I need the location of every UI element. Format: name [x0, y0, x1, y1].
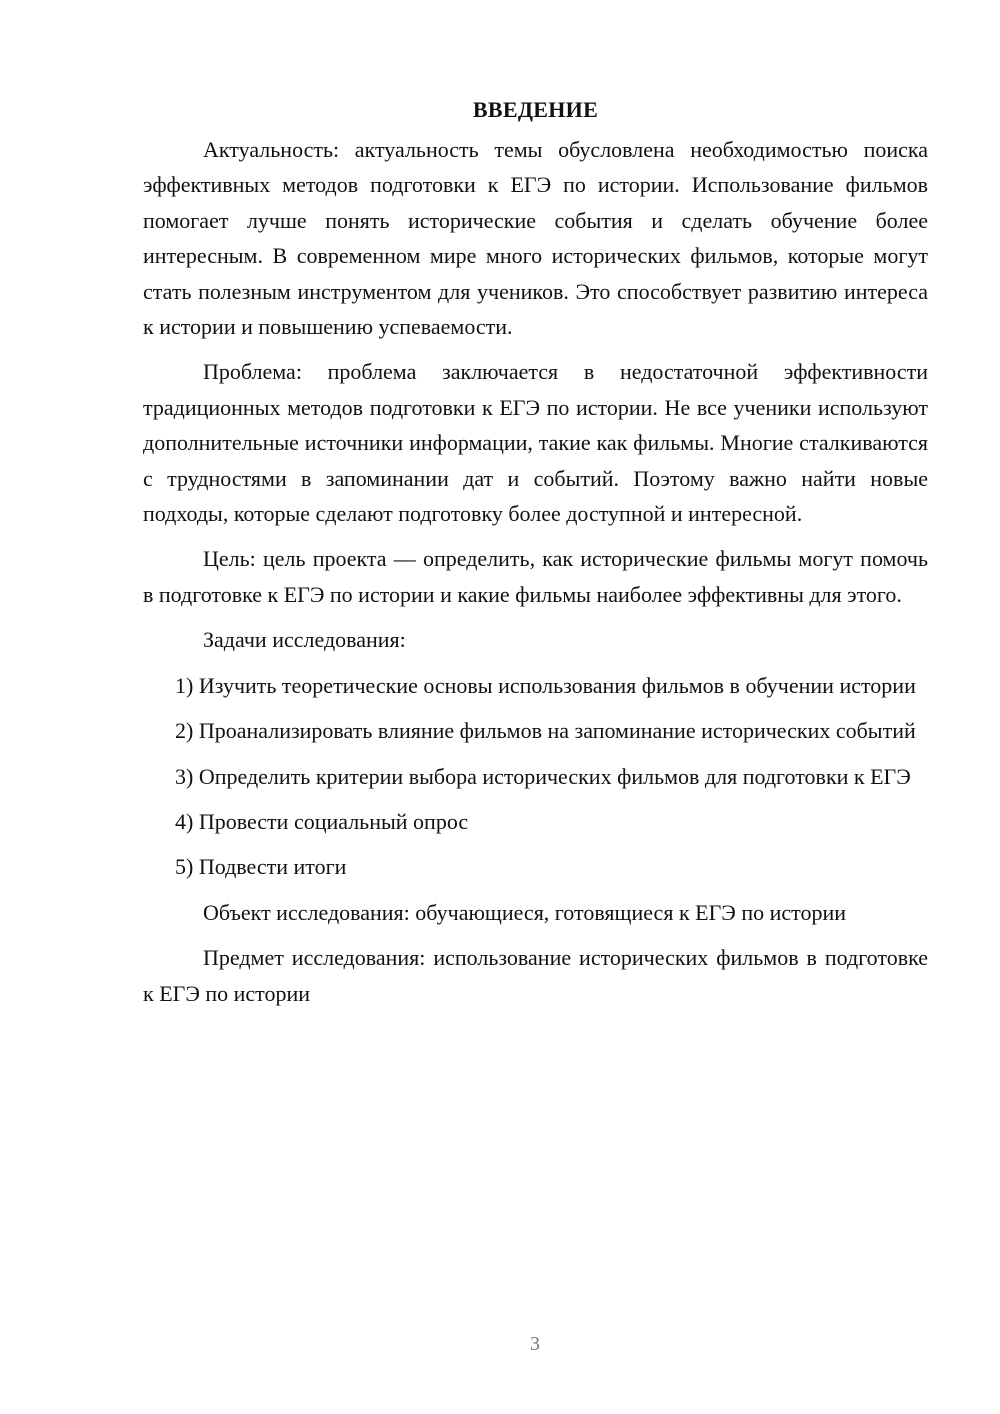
problem-paragraph: Проблема: проблема заключается в недостаточной эффективности традиционных методов подготовки к ЕГЭ по истории. Не все ученики используют дополнительные источники информации, такие как фильмы. Многие сталкиваются с трудностями в запоминании дат и событий. Поэтому важно найти новые подходы, которые сделают подготовку более доступной и интересной.: [143, 359, 928, 527]
object-paragraph: Объект исследования: обучающиеся, готовящиеся к ЕГЭ по истории: [203, 899, 846, 925]
subject-paragraph: Предмет исследования: использование исторических фильмов в подготовке к ЕГЭ по истории: [143, 945, 928, 1006]
tasks-heading: Задачи исследования:: [203, 627, 406, 653]
page-title: ВВЕДЕНИЕ: [472, 97, 599, 122]
goal-paragraph: Цель: цель проекта — определить, как исторические фильмы могут помочь в подготовке к ЕГЭ по истории и какие фильмы наиболее эффективны для этого.: [143, 546, 928, 607]
task-item: 3) Определить критерии выбора исторических фильмов для подготовки к ЕГЭ: [175, 763, 911, 789]
task-item: 4) Провести социальный опрос: [175, 808, 469, 834]
task-item: 5) Подвести итоги: [175, 854, 347, 880]
tasks-list: [143, 668, 928, 885]
relevance-paragraph: Актуальность: актуальность темы обусловлена необходимостью поиска эффективных методов подготовки к ЕГЭ по истории. Использование фильмов помогает лучше понять исторические события и сделать обучение более интересным. В современном мире много исторических фильмов, которые могут стать полезным инструментом для учеников. Это способствует развитию интереса к истории и повышению успеваемости.: [143, 137, 928, 340]
page-number: 3: [530, 1333, 540, 1355]
task-item: 1) Изучить теоретические основы использования фильмов в обучении истории: [175, 672, 916, 698]
task-item: 2) Проанализировать влияние фильмов на запоминание исторических событий: [175, 718, 916, 744]
document-page: [143, 92, 928, 1021]
